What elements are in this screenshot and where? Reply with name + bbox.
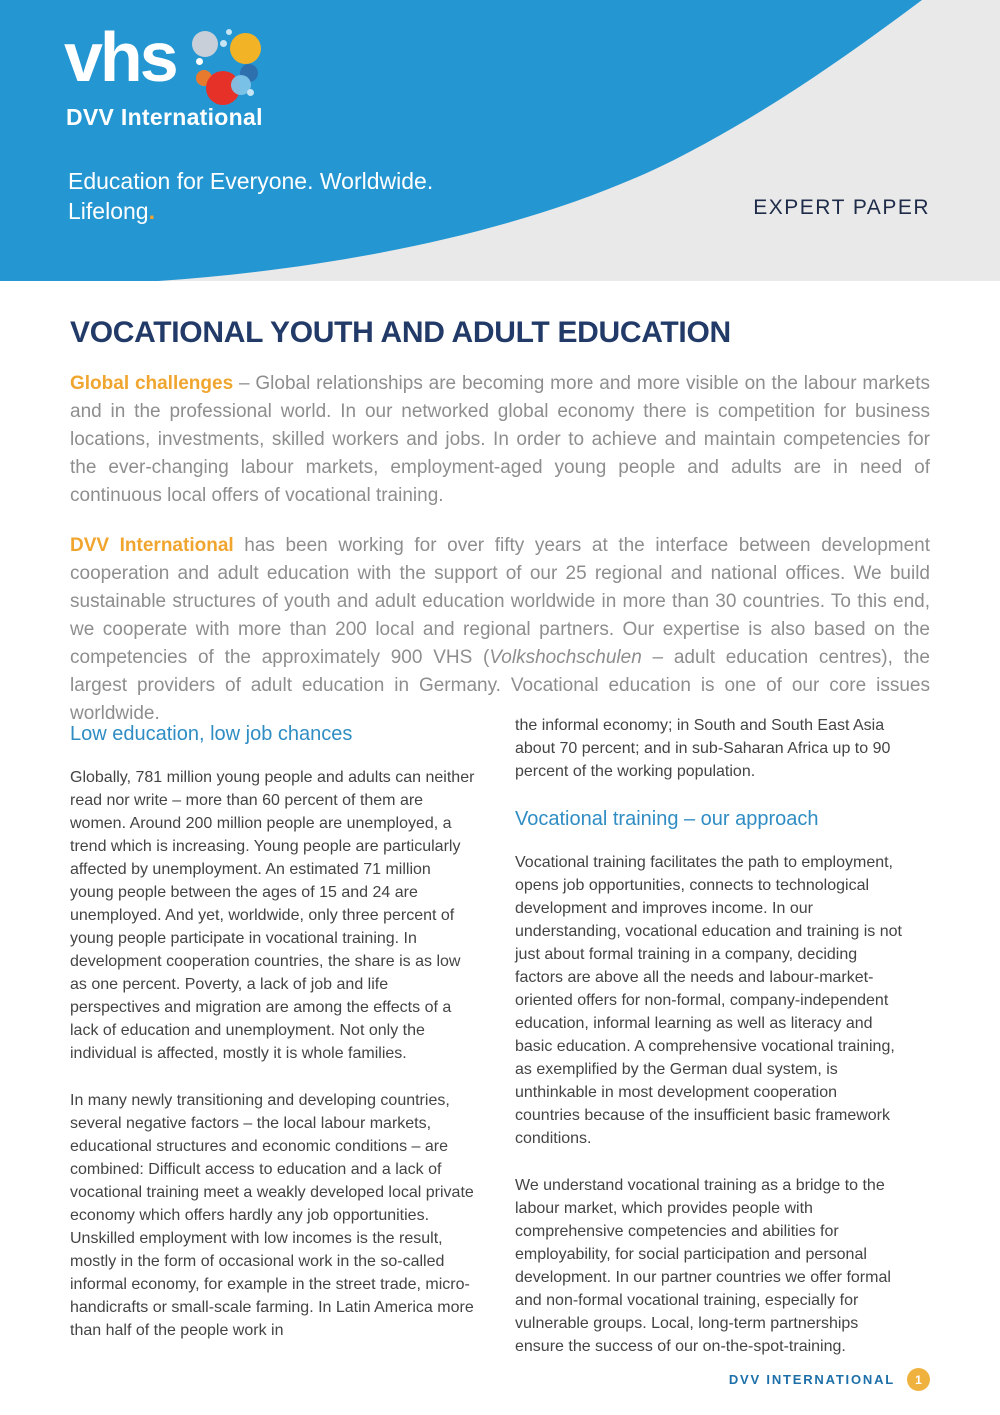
body-paragraph-continuation: the informal economy; in South and South East Asia about 70 percent; and in sub-Saharan Africa up to 90 percent of the working population. <box>515 717 891 780</box>
intro-text: – Global relationships are becoming more and more visible on the labour markets and in the professional world. In our networked global economy there is competition for business locations, investments, skilled workers and jobs. In order to achieve and maintain competencies for the ever-changing labour markets, employment-aged young people and adults are in need of continuous local offers of vocational training. <box>70 373 930 506</box>
logo-dot-pale-right-icon <box>247 89 254 96</box>
tagline-orange-period: . <box>148 198 155 224</box>
page-title: VOCATIONAL YOUTH AND ADULT EDUCATION <box>70 316 731 349</box>
tagline-line1: Education for Everyone. Worldwide. <box>68 168 434 194</box>
intro-paragraph <box>70 532 930 728</box>
intro-text: – adult education centres), the largest providers of adult education in Germany. Vocational education is one of our core issues worldwide. <box>70 647 930 724</box>
intro-section <box>70 370 930 750</box>
intro-lead-global-challenges: Global challenges <box>70 373 234 394</box>
header-banner <box>0 0 1000 281</box>
body-paragraph: We understand vocational training as a bridge to the labour market, which provides people with comprehensive competencies and abilities for employability, for social participation and personal development. In our partner countries we offer formal and non-formal vocational training, especially for vulnerable groups. Local, long-term partnerships ensure the success of our on-the-spot-training. <box>515 1177 891 1355</box>
logo-dot-gray-icon <box>192 31 218 57</box>
section-heading-vocational-training: Vocational training – our approach <box>515 808 819 830</box>
tagline-line2: Lifelong <box>68 198 149 224</box>
org-name: DVV International <box>66 104 263 130</box>
body-paragraph: Vocational training facilitates the path to employment, opens job opportunities, connects to technological development and improves income. In our understanding, vocational education and training is not just about formal training in a company, deciding factors are above all the needs and labour-market-oriented offers for non-formal, company-independent education, informal learning as well as literacy and basic education. A comprehensive vocational training, as exemplified by the German dual system, is unthinkable in most development cooperation countries because of the insufficient basic framework conditions. <box>515 854 902 1147</box>
logo-dot-pale-left-icon <box>220 40 227 47</box>
logo-dot-pale-mid-icon <box>196 58 203 65</box>
body-paragraph: Globally, 781 million young people and adults can neither read nor write – more than 60 percent of them are women. Around 200 million people are unemployed, a trend which is increasing. Young people are particularly affected by unemployment. An estimated 71 million young people between the ages of 15 and 24 are unemployed. And yet, worldwide, only three percent of young people participate in vocational training. In development cooperation countries, the share is as low as one percent. Poverty, a lack of job and life perspectives and migration are among the effects of a lack of education and unemployment. Not only the individual is affected, mostly it is whole families. <box>70 769 475 1062</box>
logo-dot-pale-top-icon <box>226 29 232 35</box>
tagline <box>68 166 433 226</box>
vhs-logo: vhs <box>64 18 176 96</box>
right-column <box>515 712 905 1382</box>
intro-italic-term: Volkshochschulen <box>489 647 642 668</box>
page-footer <box>729 1368 930 1391</box>
logo-dot-yellow-icon <box>230 33 261 64</box>
intro-lead-dvv-international: DVV International <box>70 535 234 556</box>
footer-org-label: DVV INTERNATIONAL <box>728 1372 895 1387</box>
intro-text: has been working for over fifty years at the interface between development cooperation and adult education with the support of our 25 regional and national offices. We build sustainable structures of youth and adult education worldwide in more than 30 countries. To this end, we cooperate with more than 200 local and regional partners. Our expertise is also based on the competencies of the approximately 900 VHS ( <box>70 535 930 668</box>
page-number-badge: 1 <box>907 1368 930 1391</box>
two-column-section <box>70 712 930 1382</box>
body-paragraph: In many newly transitioning and developing countries, several negative factors – the local labour markets, educational structures and economic conditions – are combined: Difficult access to education and a lack of vocational training meet a weakly developed local private economy which offers hardly any job opportunities. Unskilled employment with low incomes is the result, mostly in the form of occasional work in the so-called informal economy, for example in the street trade, micro-handicrafts or small-scale farming. In Latin America more than half of the people work in <box>70 1092 474 1339</box>
intro-paragraph <box>70 370 930 510</box>
section-heading-low-education: Low education, low job chances <box>70 723 353 745</box>
expert-paper-badge: EXPERT PAPER <box>753 196 930 219</box>
left-column <box>70 712 475 1382</box>
